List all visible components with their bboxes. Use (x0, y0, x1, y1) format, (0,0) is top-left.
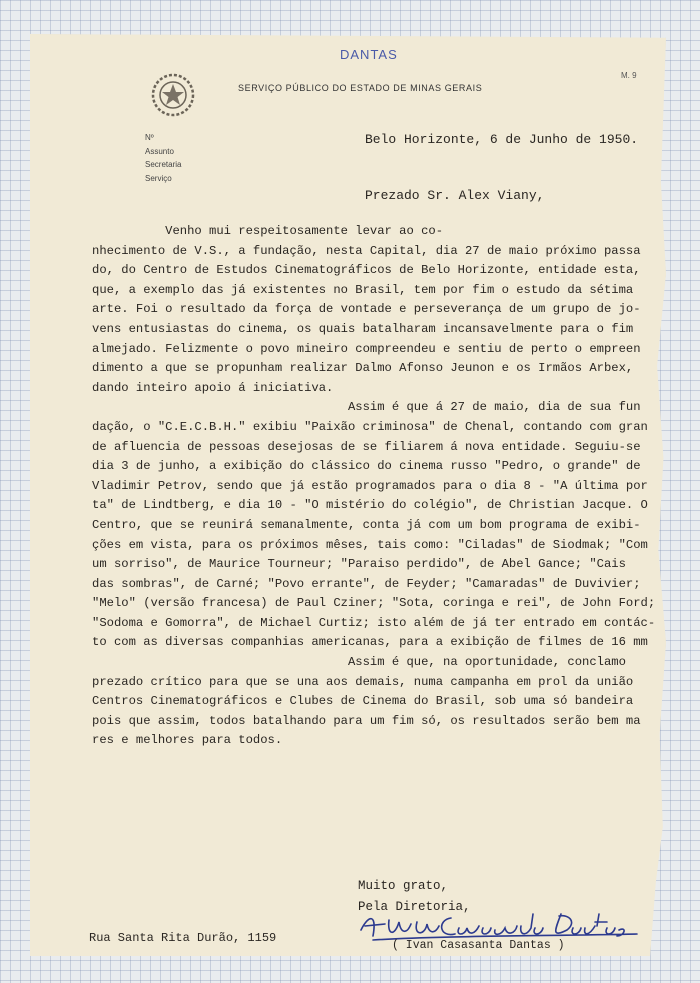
body-line: pois que assim, todos batalhando para um fim só, os resultados serão bem ma (92, 713, 641, 728)
field-secretariat-label: Secretaria (145, 160, 182, 169)
body-line: arte. Foi o resultado da força de vontade e perseverança de um grupo de jo- (92, 302, 641, 317)
field-service-label: Serviço (145, 173, 172, 183)
body-line: Assim é que á 27 de maio, dia de sua fun (92, 400, 641, 415)
letterhead-title: SERVIÇO PÚBLICO DO ESTADO DE MINAS GERAIS (238, 83, 483, 93)
body-line: nhecimento de V.S., a fundação, nesta Capital, dia 27 de maio próximo passa (92, 243, 641, 258)
field-number-label: Nº (145, 133, 154, 142)
sender-address: Rua Santa Rita Durão, 1159 (89, 931, 277, 945)
body-line: dando inteiro apoio á iniciativa. (92, 380, 334, 395)
letter-body (92, 222, 656, 751)
body-line: "Melo" (versão francesa) de Paul Cziner; "Sota, coringa e rei", de John Ford; (92, 596, 656, 611)
body-line: dia 3 de junho, a exibição do clássico do cinema russo "Pedro, o grande" de (92, 459, 641, 474)
body-line: Venho mui respeitosamente levar ao co- (92, 224, 444, 238)
closing-thanks: Muito grato, (358, 879, 449, 893)
body-line: prezado crítico para que se una aos demais, numa campanha em prol da união (92, 674, 634, 689)
body-line: das sombras", de Carné; "Povo errante", de Feyder; "Camaradas" de Duvivier; (92, 576, 641, 591)
body-line: almejado. Felizmente o povo mineiro compreendeu e sentiu de perto o empreen (92, 341, 641, 356)
body-line: vens entusiastas do cinema, os quais batalharam incansavelmente para o fim (92, 321, 634, 336)
letter-date: Belo Horizonte, 6 de Junho de 1950. (365, 132, 639, 147)
field-subject-label: Assunto (145, 146, 174, 156)
handwritten-annotation: DANTAS (340, 47, 398, 62)
body-line: Centros Cinematográficos e Clubes de Cinema do Brasil, sob uma só bandeira (92, 694, 634, 709)
body-line: "Sodoma e Gomorra", de Michael Curtiz; isto além de já ter entrado em contác- (92, 615, 656, 630)
body-line: res e melhores para todos. (92, 733, 283, 748)
salutation: Prezado Sr. Alex Viany, (365, 188, 545, 203)
body-line: ções em vista, para os próximos mêses, tais como: "Ciladas" de Siodmak; "Com (92, 537, 648, 552)
form-code: M. 9 (621, 71, 637, 80)
body-line: Assim é que, na oportunidade, conclamo (92, 655, 626, 670)
body-line: Centro, que se reunirá semanalmente, conta já com um bom programa de exibi- (92, 517, 641, 532)
letterhead-fields (145, 131, 181, 185)
signer-name: ( Ivan Casasanta Dantas ) (392, 939, 565, 952)
body-line: de afluencia de pessoas desejosas de se filiarem á nova entidade. Seguiu-se (92, 439, 641, 454)
body-line: dimento a que se propunham realizar Dalmo Afonso Jeunon e os Irmãos Arbex, (92, 361, 634, 376)
body-line: Vladimir Petrov, sendo que já estão programados para o dia 8 - "A última por (92, 478, 648, 493)
body-line: dação, o "C.E.C.B.H." exibiu "Paixão criminosa" de Chenal, contando com gran (92, 419, 648, 434)
body-line: um sorriso", de Maurice Tourneur; "Paraiso perdido", de Abel Gance; "Cais (92, 557, 626, 572)
state-coat-of-arms-icon (149, 72, 197, 118)
closing-board: Pela Diretoria, (358, 900, 471, 914)
body-line: ta" de Lindtberg, e dia 10 - "O mistério do colégio", de Christian Jacque. O (92, 498, 648, 513)
body-line: do, do Centro de Estudos Cinematográficos de Belo Horizonte, entidade esta, (92, 263, 641, 278)
body-line: to com as diversas companhias americanas, para a exibição de filmes de 16 mm (92, 635, 648, 650)
body-line: que, a exemplo das já existentes no Brasil, tem por fim o estudo da sétima (92, 282, 634, 297)
